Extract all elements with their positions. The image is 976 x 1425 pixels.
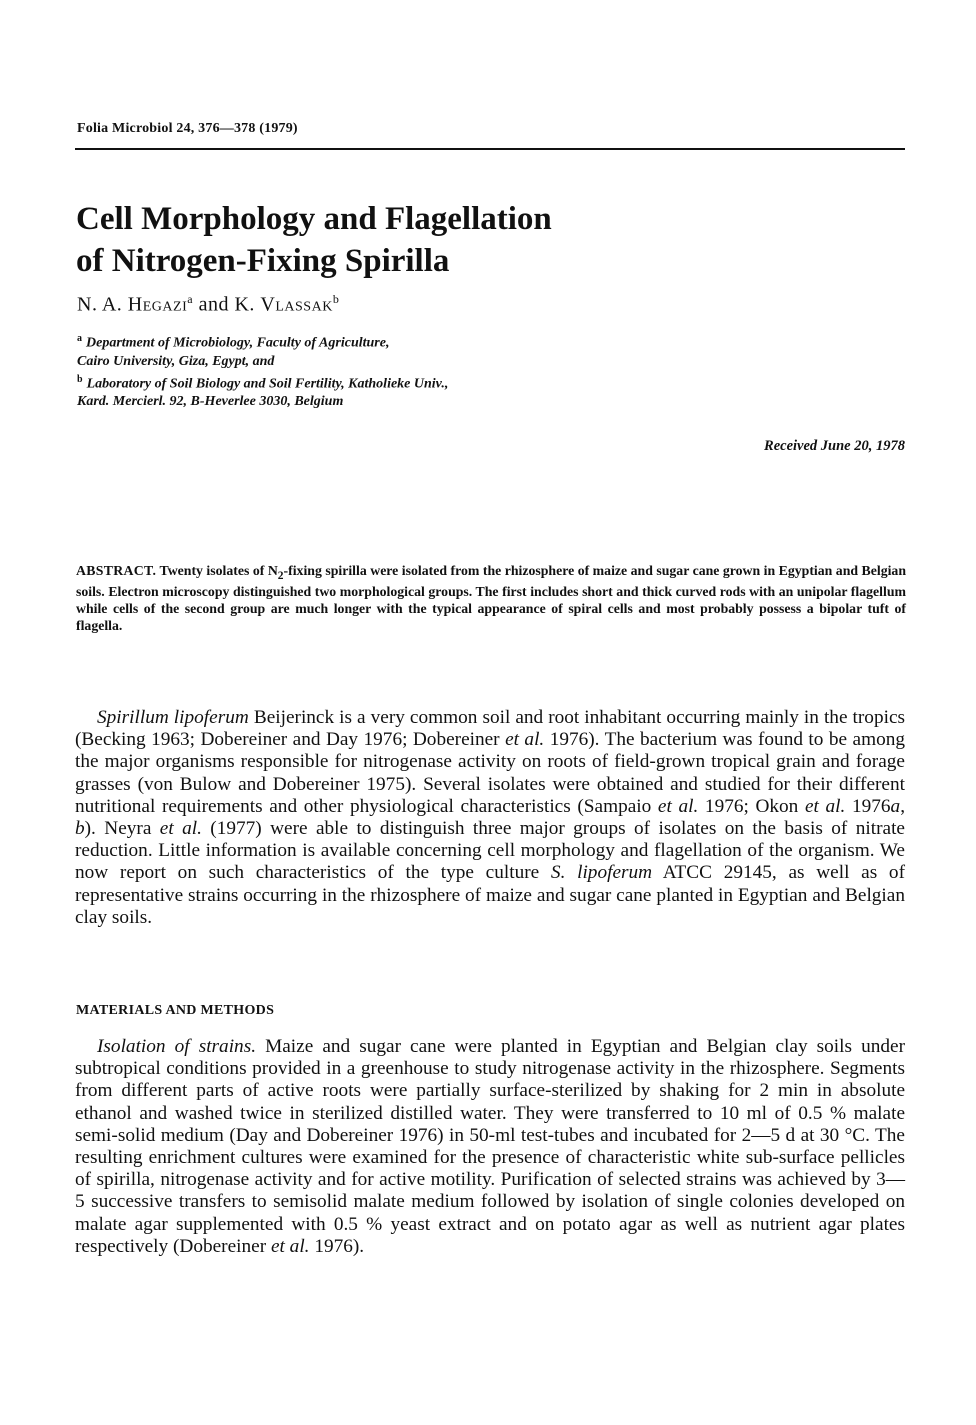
et-al: et al.	[159, 818, 202, 840]
author-conjunction: and	[198, 293, 229, 316]
et-al: et al.	[505, 729, 545, 751]
methods-subheading: Isolation of strains.	[97, 1036, 257, 1057]
abstract-label: ABSTRACT.	[76, 563, 157, 578]
species-name: Spirillum lipoferum	[97, 707, 249, 728]
affiliation-b	[77, 371, 777, 394]
title-line-2: of Nitrogen-Fixing Spirilla	[76, 243, 450, 279]
title-line-1: Cell Morphology and Flagellation	[76, 201, 552, 237]
affiliation-a-line2: Cairo University, Giza, Egypt, and	[77, 353, 275, 369]
affiliation-b-line1: Laboratory of Soil Biology and Soil Fertility, Katholieke Univ.,	[86, 376, 449, 392]
affiliation-a-mark: a	[77, 333, 82, 344]
running-head: Folia Microbiol 24, 376—378 (1979)	[77, 121, 298, 136]
affiliations	[77, 330, 777, 411]
et-al: et al.	[270, 1235, 310, 1257]
citation-suffix: a	[890, 795, 901, 817]
intro-text: 1976). The bacterium was found to be among the major organisms responsible for nitrogenase activity on roots of field-grown tropical grain and forage grasses (von Bulow and Dobereiner 1975). Several isolates were obtained and studied for their different nutritional requirements and other physiological characteristics (Sampaio	[75, 729, 905, 817]
intro-text: (1977) were able to distinguish three major groups of isolates on the basis of nitrate reduction. Little information is available concerning cell morphology and flagellation of the organism. We now report on such characteristics of the type culture	[75, 818, 905, 884]
author-list	[77, 292, 339, 317]
abstract	[76, 563, 906, 634]
intro-paragraph	[75, 707, 905, 929]
author2-mark: b	[332, 292, 340, 306]
received-date: Received June 20, 1978	[764, 438, 905, 454]
intro-text: Beijerinck is a very common soil and root inhabitant occurring mainly in the tropics (Becking 1963; Dobereiner and Day 1976; Dobereiner	[75, 707, 906, 751]
intro-text: 1976; Okon	[698, 795, 805, 817]
affiliation-a-line1: Department of Microbiology, Faculty of Agriculture,	[86, 335, 390, 351]
author2-surname: Vlassak	[260, 293, 333, 316]
intro-text: ATCC 29145, as well as of representative strains occurring in the rhizosphere of maize and sugar cane planted in Egyptian and Belgian clay soils.	[75, 862, 905, 928]
intro-text: ). Neyra	[84, 818, 160, 840]
abstract-subscript: 2	[277, 569, 284, 582]
affiliation-b-mark: b	[77, 373, 83, 385]
et-al: et al.	[804, 795, 846, 817]
intro-text: 1976	[845, 795, 891, 817]
author1-mark: a	[187, 292, 194, 306]
species-name-short: S. lipoferum	[550, 862, 653, 884]
citation-suffix: b	[75, 818, 85, 840]
et-al: et al.	[657, 795, 699, 817]
affiliation-b-line2: Kard. Mercierl. 92, B-Heverlee 3030, Belgium	[77, 394, 344, 410]
affiliation-a	[77, 330, 777, 353]
methods-text: Maize and sugar cane were planted in Egyptian and Belgian clay soils under subtropical conditions provided in a greenhouse to study nitrogenase activity in the rhizosphere. Segments from different parts of active roots were partially surface-sterilized by shaking for 2 min in absolute ethanol and washed twice in sterilized distilled water. They were transferred to 10 ml of 0.5 % malate semi-solid medium (Day and Dobereiner 1976) in 50-ml test-tubes and incubated for 2—5 d at 30 °C. The resulting enrichment cultures were examined for the presence of characteristic white sub-surface pellicles of spirilla, nitrogenase activity and for active motility. Purification of selected strains was achieved by 3—5 successive transfers to semisolid malate medium followed by isolation of single colonies developed on malate agar supplemented with 0.5 % yeast extract and on potato agar as well as nutrient agar plates respectively (Dobereiner	[75, 1036, 905, 1257]
author1-initials: N. A.	[77, 293, 123, 316]
intro-text: ,	[900, 795, 906, 817]
methods-paragraph	[75, 1036, 905, 1258]
abstract-text-2: -fixing spirilla were isolated from the rhizosphere of maize and sugar cane grown in Egyptian and Belgian soils. Electron microscopy distinguished two morphological groups. The first includes short and thick curved rods with an unipolar flagellum while cells of the second group are much longer with the typical appearance of spiral cells and most probably possess a bipolar tuft of flagella.	[76, 563, 907, 633]
section-heading: MATERIALS AND METHODS	[76, 1003, 275, 1018]
header-rule	[75, 148, 905, 150]
author2-initials: K.	[234, 293, 255, 316]
abstract-text-1: Twenty isolates of N	[159, 563, 278, 578]
article-title	[76, 198, 776, 282]
author1-surname: Hegazi	[127, 293, 188, 316]
methods-text: 1976).	[309, 1235, 365, 1257]
